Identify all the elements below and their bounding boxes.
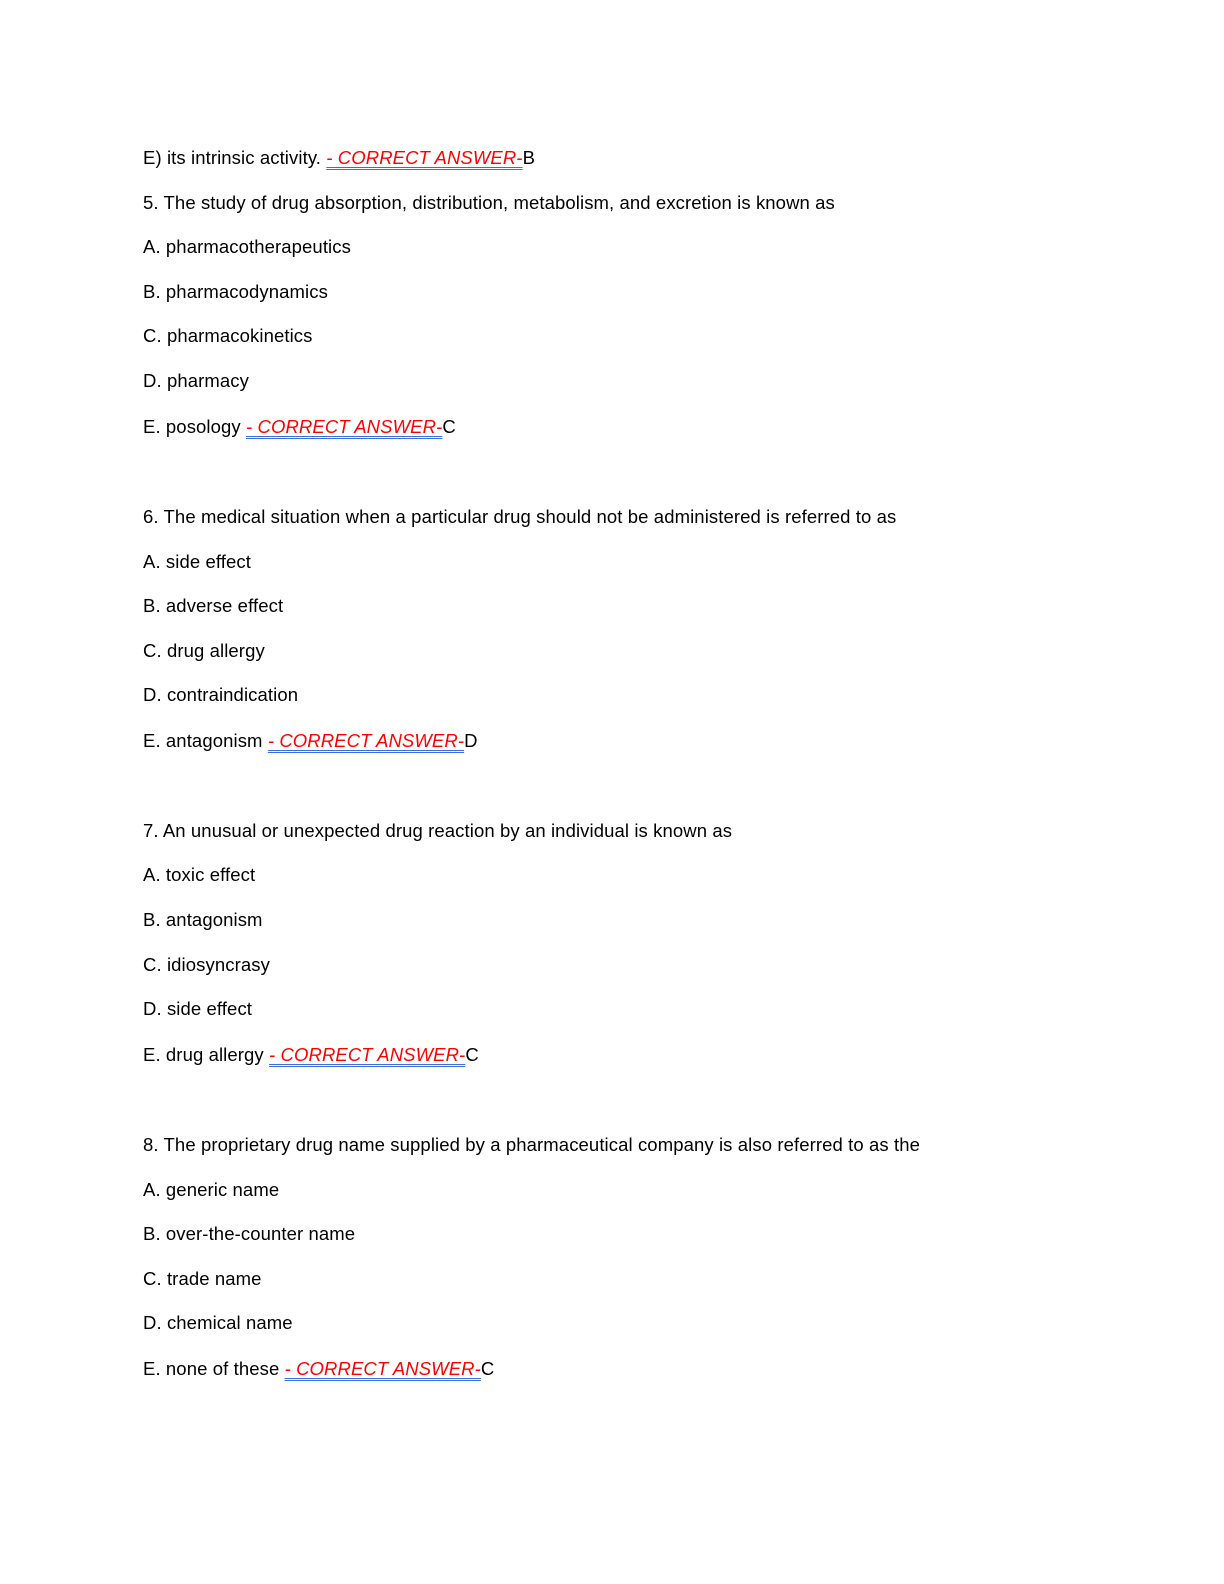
answer-line <box>143 415 456 439</box>
correct-answer-marker: - CORRECT ANSWER- <box>326 147 523 168</box>
answer-line <box>143 146 535 170</box>
option-a: A. generic name <box>143 1179 280 1200</box>
question-stem: 5. The study of drug absorption, distribution, metabolism, and excretion is known as <box>143 192 835 213</box>
answer-letter: C <box>442 416 456 437</box>
option-e: E. none of these <box>143 1358 285 1379</box>
correct-answer-marker: - CORRECT ANSWER- <box>267 730 465 751</box>
option-d: D. chemical name <box>143 1312 293 1333</box>
option-text: E) its intrinsic activity. <box>143 147 327 168</box>
option-c: C. pharmacokinetics <box>143 325 313 346</box>
answer-line <box>143 729 478 753</box>
option-c: C. idiosyncrasy <box>143 954 270 975</box>
option-a: A. side effect <box>143 551 252 572</box>
option-c: C. trade name <box>143 1268 262 1289</box>
answer-line <box>143 1043 479 1067</box>
correct-answer-marker: - CORRECT ANSWER- <box>269 1044 466 1065</box>
option-a: A. toxic effect <box>143 864 256 885</box>
option-b: B. adverse effect <box>143 595 284 616</box>
answer-line <box>143 1357 494 1381</box>
answer-letter: C <box>465 1044 479 1065</box>
option-a: A. pharmacotherapeutics <box>143 236 351 257</box>
option-d: D. side effect <box>143 998 253 1019</box>
correct-answer-marker: - CORRECT ANSWER- <box>284 1358 481 1379</box>
option-e: E. drug allergy <box>143 1044 270 1065</box>
option-b: B. pharmacodynamics <box>143 281 328 302</box>
option-c: C. drug allergy <box>143 640 265 661</box>
answer-letter: D <box>464 730 478 751</box>
option-e: E. posology <box>143 416 247 437</box>
option-b: B. over-the-counter name <box>143 1223 356 1244</box>
question-stem: 8. The proprietary drug name supplied by a pharmaceutical company is also referred to as the <box>143 1134 921 1155</box>
question-stem: 7. An unusual or unexpected drug reaction by an individual is known as <box>143 820 733 841</box>
answer-letter: C <box>480 1358 495 1379</box>
option-d: D. pharmacy <box>143 370 249 391</box>
question-stem: 6. The medical situation when a particular drug should not be administered is referred to as <box>143 506 897 527</box>
option-e: E. antagonism <box>143 730 268 751</box>
option-b: B. antagonism <box>143 909 263 930</box>
correct-answer-marker: - CORRECT ANSWER- <box>246 416 443 437</box>
answer-letter: B <box>522 147 536 168</box>
option-d: D. contraindication <box>143 684 299 705</box>
